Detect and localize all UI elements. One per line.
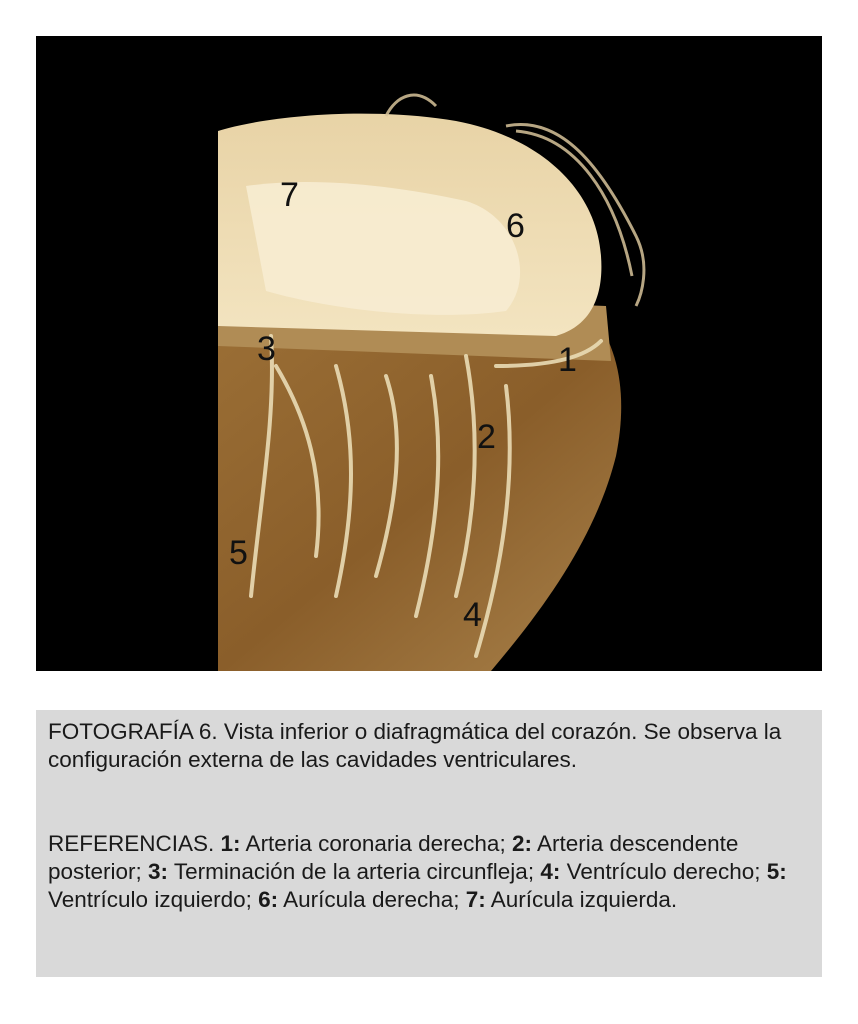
label-1: 1 (558, 341, 577, 379)
ref-num-4: 4: (540, 859, 561, 884)
ref-num-7: 7: (465, 887, 486, 912)
label-5: 5 (229, 534, 248, 572)
label-6: 6 (506, 207, 525, 245)
ref-text-1: Arteria coronaria derecha; (240, 831, 512, 856)
ref-text-4: Ventrículo derecho; (560, 859, 767, 884)
figure-caption (36, 710, 822, 977)
ref-text-6: Aurícula derecha; (278, 887, 466, 912)
caption-title: FOTOGRAFÍA 6. Vista inferior o diafragmática del corazón. Se observa la configuración externa de las cavidades ventriculares. (48, 719, 782, 772)
ref-num-1: 1: (220, 831, 241, 856)
ref-num-3: 3: (148, 859, 169, 884)
references-prefix: REFERENCIAS. (48, 831, 221, 856)
ref-text-7: Aurícula izquierda. (485, 887, 678, 912)
label-4: 4 (463, 596, 482, 634)
caption-references (48, 830, 808, 914)
heart-photograph (36, 36, 822, 671)
heart-specimen-image (36, 36, 822, 671)
ref-num-2: 2: (511, 831, 532, 856)
ref-text-5: Ventrículo izquierdo; (48, 887, 259, 912)
label-7: 7 (280, 176, 299, 214)
label-2: 2 (477, 418, 496, 456)
ref-num-6: 6: (258, 887, 279, 912)
ref-text-3: Terminación de la arteria circunfleja; (168, 859, 541, 884)
ref-text-2: Arteria descendente posterior; (48, 831, 739, 884)
ventricles-shape (218, 336, 621, 671)
label-3: 3 (257, 330, 276, 368)
ref-num-5: 5: (766, 859, 787, 884)
